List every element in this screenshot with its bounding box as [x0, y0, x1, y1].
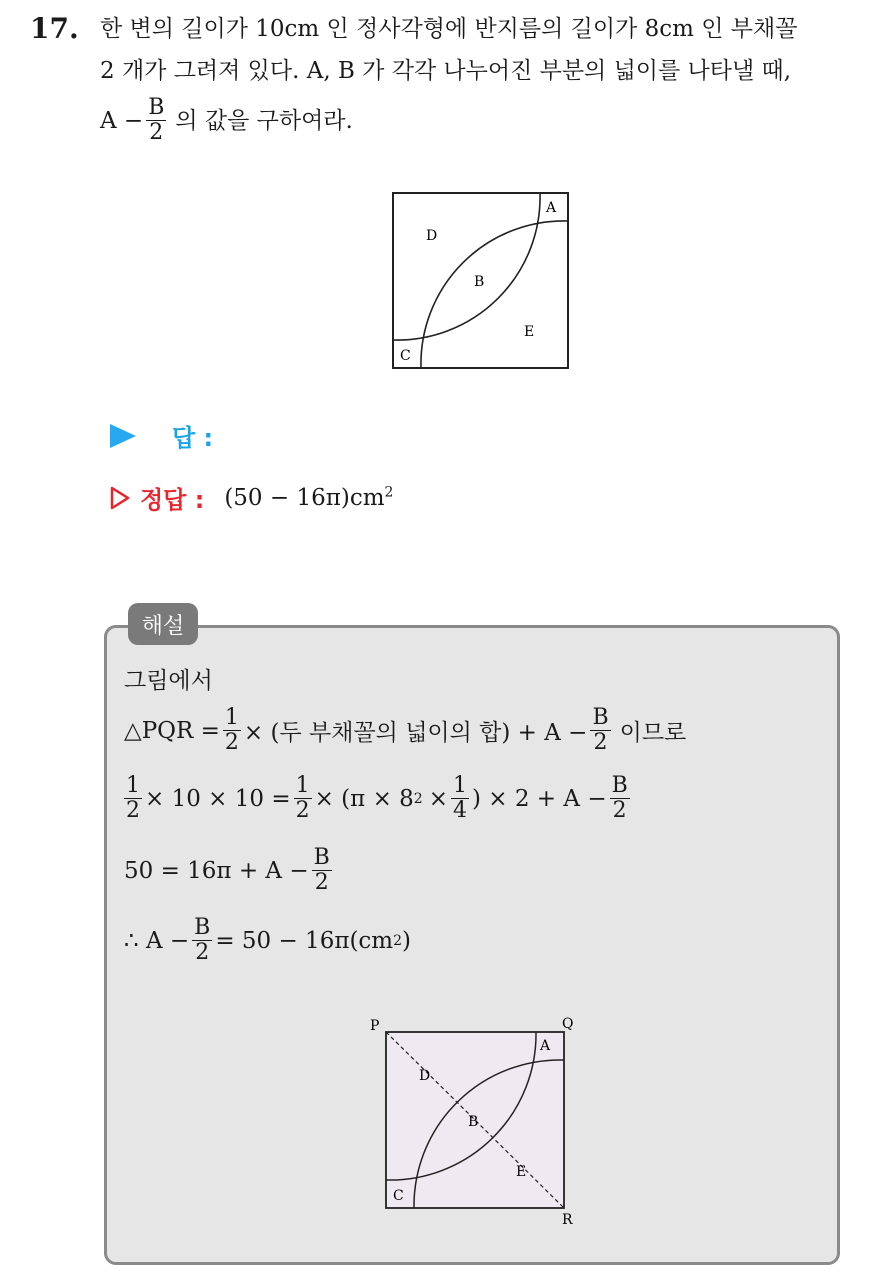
solution-line-3: $\frac{1}{2}$ × 10 × 10 = $\frac{1}{2}$ × (π × 8 2 × $\frac{1}{4}$ ) × 2 + A − $\frac{B}{2}$ [126, 773, 628, 823]
figure-pqr-diagram [362, 1010, 588, 1232]
sol4-frac-den: 2 [314, 870, 329, 895]
fig1-label-a: A [546, 200, 557, 216]
question-line-2: 2 개가 그려져 있다. A, B 가 각각 나누어진 부분의 넓이를 나타낼 때, [100, 58, 792, 84]
answer-correct-row [110, 480, 393, 515]
answer-correct-label: 정답 : [140, 486, 205, 514]
fig1-label-c: C [400, 348, 411, 364]
sol3-frac1-den: 2 [126, 798, 140, 823]
fig1-label-e: E [524, 324, 535, 340]
sol3-frac3 [451, 774, 469, 823]
fig1-label-d: D [426, 228, 438, 244]
sol3-frac1-num: 1 [126, 773, 140, 798]
sol2-prefix: △PQR = [124, 717, 220, 744]
sol3-mid3: × [428, 785, 448, 812]
fig2-label-e: E [516, 1164, 527, 1180]
sol5-frac-num: B [194, 915, 211, 940]
fig2-label-c: C [393, 1188, 404, 1204]
sol3-frac2 [294, 774, 312, 823]
sol3-frac2-num: 1 [295, 773, 310, 798]
sol4-frac-num: B [313, 845, 330, 870]
question-line-3 [100, 96, 353, 145]
sol3-frac4 [610, 774, 630, 823]
solution-line-1: 그림에서 [124, 668, 213, 694]
play-triangle-icon [110, 424, 136, 448]
sol2-suffix: 이므로 [619, 720, 687, 746]
fig2-label-a: A [540, 1038, 551, 1054]
figure-square-sectors [390, 190, 574, 372]
sol2-frac2-den: 2 [593, 730, 608, 755]
sol3-mid1: × 10 × 10 = [145, 785, 291, 812]
question-line-1: 한 변의 길이가 10cm 인 정사각형에 반지름의 길이가 8cm 인 부채꼴 [100, 16, 798, 42]
sol5-suffix: ) [402, 927, 412, 954]
sol2-frac1-den: 2 [224, 730, 239, 755]
fig2-label-q: Q [562, 1016, 574, 1032]
answer-value-text: (50 − 16π)cm [224, 484, 385, 511]
question-number: 17. [30, 12, 79, 45]
sol5-mid: = 50 − 16π(cm [215, 927, 394, 954]
fig2-label-b: B [468, 1114, 479, 1130]
fig1-label-b: B [474, 274, 485, 290]
solution-tab: 해설 [128, 603, 198, 645]
sol2-frac2 [590, 706, 610, 755]
solution-line-2 [124, 706, 686, 755]
sol3-frac3-num: 1 [453, 773, 467, 798]
sol3-frac4-num: B [611, 773, 628, 798]
sol4-prefix: 50 = 16π + A − [124, 857, 309, 884]
sol2-frac1-num: 1 [224, 705, 239, 730]
sol3-frac1 [124, 774, 142, 823]
answer-value-exp: 2 [384, 483, 394, 500]
sol5-prefix: ∴ A − [124, 927, 190, 954]
fig2-label-d: D [419, 1068, 431, 1084]
sol3-mid4: ) × 2 + A − [472, 785, 607, 812]
sol2-frac2-num: B [592, 705, 609, 730]
sol5-frac [192, 916, 212, 965]
answer-blank-label: 답 : [172, 424, 214, 452]
fig2-label-r: R [562, 1212, 573, 1228]
answer-blank-row [110, 418, 213, 453]
sol3-frac3-den: 4 [453, 798, 467, 823]
fig2-label-p: P [370, 1018, 380, 1034]
sol3-frac4-den: 2 [612, 798, 627, 823]
solution-line-5: ∴ A − $\frac{B}{2}$ = 50 − 16π(cm 2 ) [124, 915, 412, 965]
q3-frac-den: 2 [149, 120, 164, 145]
sol4-frac [312, 846, 332, 895]
solution-line-4 [124, 846, 335, 895]
sol2-mid: × (두 부채꼴의 넓이의 합) + A − [243, 720, 588, 746]
q3-suffix: 의 값을 구하여라. [175, 107, 353, 134]
q3-frac-num: B [148, 95, 165, 120]
sol5-frac-den: 2 [195, 940, 210, 965]
sol2-frac1 [223, 706, 241, 755]
answer-correct-value [224, 485, 393, 511]
q3-prefix: A − [100, 107, 144, 134]
outline-triangle-icon [110, 486, 130, 510]
q3-fraction [146, 96, 166, 145]
sol3-mid2: × (π × 8 [314, 785, 414, 812]
sol3-frac2-den: 2 [295, 798, 310, 823]
